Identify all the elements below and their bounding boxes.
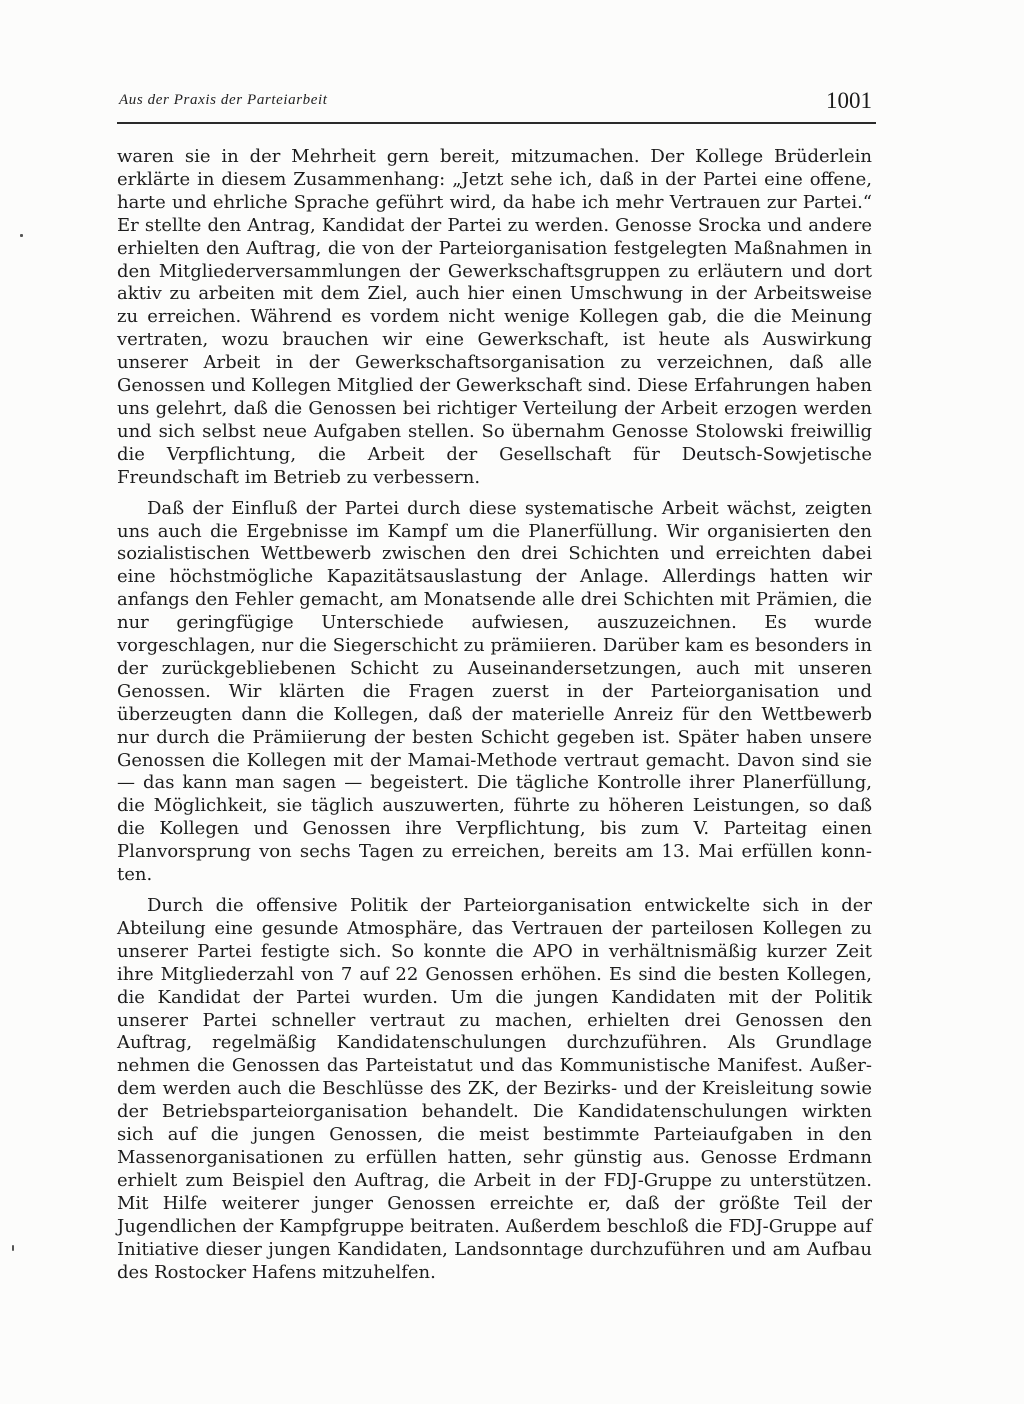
- paragraph-3: Durch die offensive Politik der Parteiorganisation entwickelte sich in der Abteilung eine gesunde Atmosphäre, das Vertrauen der parteilosen Kollegen zu unserer Partei festigte sich. So konnte die APO in verhältnismäßig kurzer Zeit ihre Mitgliederzahl von 7 auf 22 Genossen erhöhen. Es sind die besten Kollegen, die Kandidat der Partei wurden. Um die jungen Kandidaten mit der Politik unserer Partei schneller vertraut zu machen, erhielten drei Genossen den Auftrag, regelmäßig Kandidatenschulungen durchzuführen. Als Grundlage nehmen die Genossen das Parteistatut und das Kommunistische Manifest. Außerdem werden auch die Beschlüsse des ZK, der Bezirks- und der Kreisleitung sowie der Betriebsparteiorganisation behandelt. Die Kandidatenschulungen wirkten sich auf die jungen Genossen, die meist bestimmte Parteiaufgaben in den Massenorganisationen zu erfüllen hatten, sehr günstig aus. Genosse Erdmann erhielt zum Beispiel den Auftrag, die Arbeit in der FDJ-Gruppe zu unterstützen. Mit Hilfe weiterer junger Genossen erreichte er, daß der größte Teil der Jugendlichen der Kampfgruppe beitraten. Außerdem beschloß die FDJ-Gruppe auf Initiative dieser jungen Kandidaten, Landsonntage durchzuführen und am Aufbau des Rostocker Hafens mitzuhelfen.: [117, 895, 872, 1283]
- body-text: [117, 146, 872, 1284]
- page-number: 1001: [826, 88, 872, 113]
- scan-speck: [20, 234, 23, 237]
- running-title: Aus der Praxis der Parteiarbeit: [119, 92, 328, 108]
- paragraph-2: Daß der Einfluß der Partei durch diese systematische Arbeit wächst, zeigten uns auch die Ergebnisse im Kampf um die Planerfüllung. Wir organisierten den sozialistischen Wettbewerb zwischen den drei Schichten und erreichten dabei eine höchstmögliche Kapazitätsauslastung der Anlage. Allerdings hatten wir anfangs den Fehler gemacht, am Monatsende alle drei Schichten mit Prämien, die nur geringfügige Unterschiede aufwiesen, auszuzeichnen. Es wurde vorgeschlagen, nur die Siegerschicht zu prämiieren. Darüber kam es besonders in der zurückgebliebenen Schicht zu Auseinandersetzungen, auch mit unseren Genossen. Wir klärten die Fragen zuerst in der Parteiorganisation und überzeugten dann die Kollegen, daß der materielle Anreiz für den Wettbewerb nur durch die Prämiierung der besten Schicht gegeben ist. Später haben unsere Genossen die Kollegen mit der Mamai-Methode vertraut gemacht. Davon sind sie — das kann man sagen — begeistert. Die tägliche Kontrolle ihrer Planerfüllung, die Möglichkeit, sie täglich auszuwerten, führte zu höheren Leistungen, so daß die Kollegen und Genossen ihre Verpflichtung, bis zum V. Parteitag einen Planvorsprung von sechs Tagen zu erreichen, bereits am 13. Mai erfüllen konnten.: [117, 497, 872, 886]
- page-header: [117, 86, 876, 124]
- scan-speck: [12, 1245, 14, 1251]
- paragraph-1: waren sie in der Mehrheit gern bereit, mitzumachen. Der Kollege Brüderlein erklärte in diesem Zusammenhang: „Jetzt sehe ich, daß in der Partei eine offene, harte und ehrliche Sprache geführt wird, da habe ich mehr Vertrauen zur Partei.“ Er stellte den Antrag, Kandidat der Partei zu werden. Genosse Srocka und andere erhielten den Auftrag, die von der Parteiorganisation festgelegten Maßnahmen in den Mitgliederversammlungen der Gewerkschaftsgruppen zu erläutern und dort aktiv zu arbeiten mit dem Ziel, auch hier einen Umschwung in der Arbeitsweise zu erreichen. Während es vordem nicht wenige Kollegen gab, die die Meinung vertraten, wozu brauchen wir eine Gewerkschaft, ist heute als Auswirkung unserer Arbeit in der Gewerkschaftsorganisation zu verzeichnen, daß alle Genossen und Kollegen Mitglied der Gewerkschaft sind. Diese Erfahrungen haben uns gelehrt, daß die Genossen bei richtiger Verteilung der Arbeit erzogen werden und sich selbst neue Aufgaben stellen. So übernahm Genosse Stolowski freiwillig die Verpflichtung, die Arbeit der Gesellschaft für Deutsch-Sowjetische Freundschaft im Betrieb zu verbessern.: [117, 146, 872, 488]
